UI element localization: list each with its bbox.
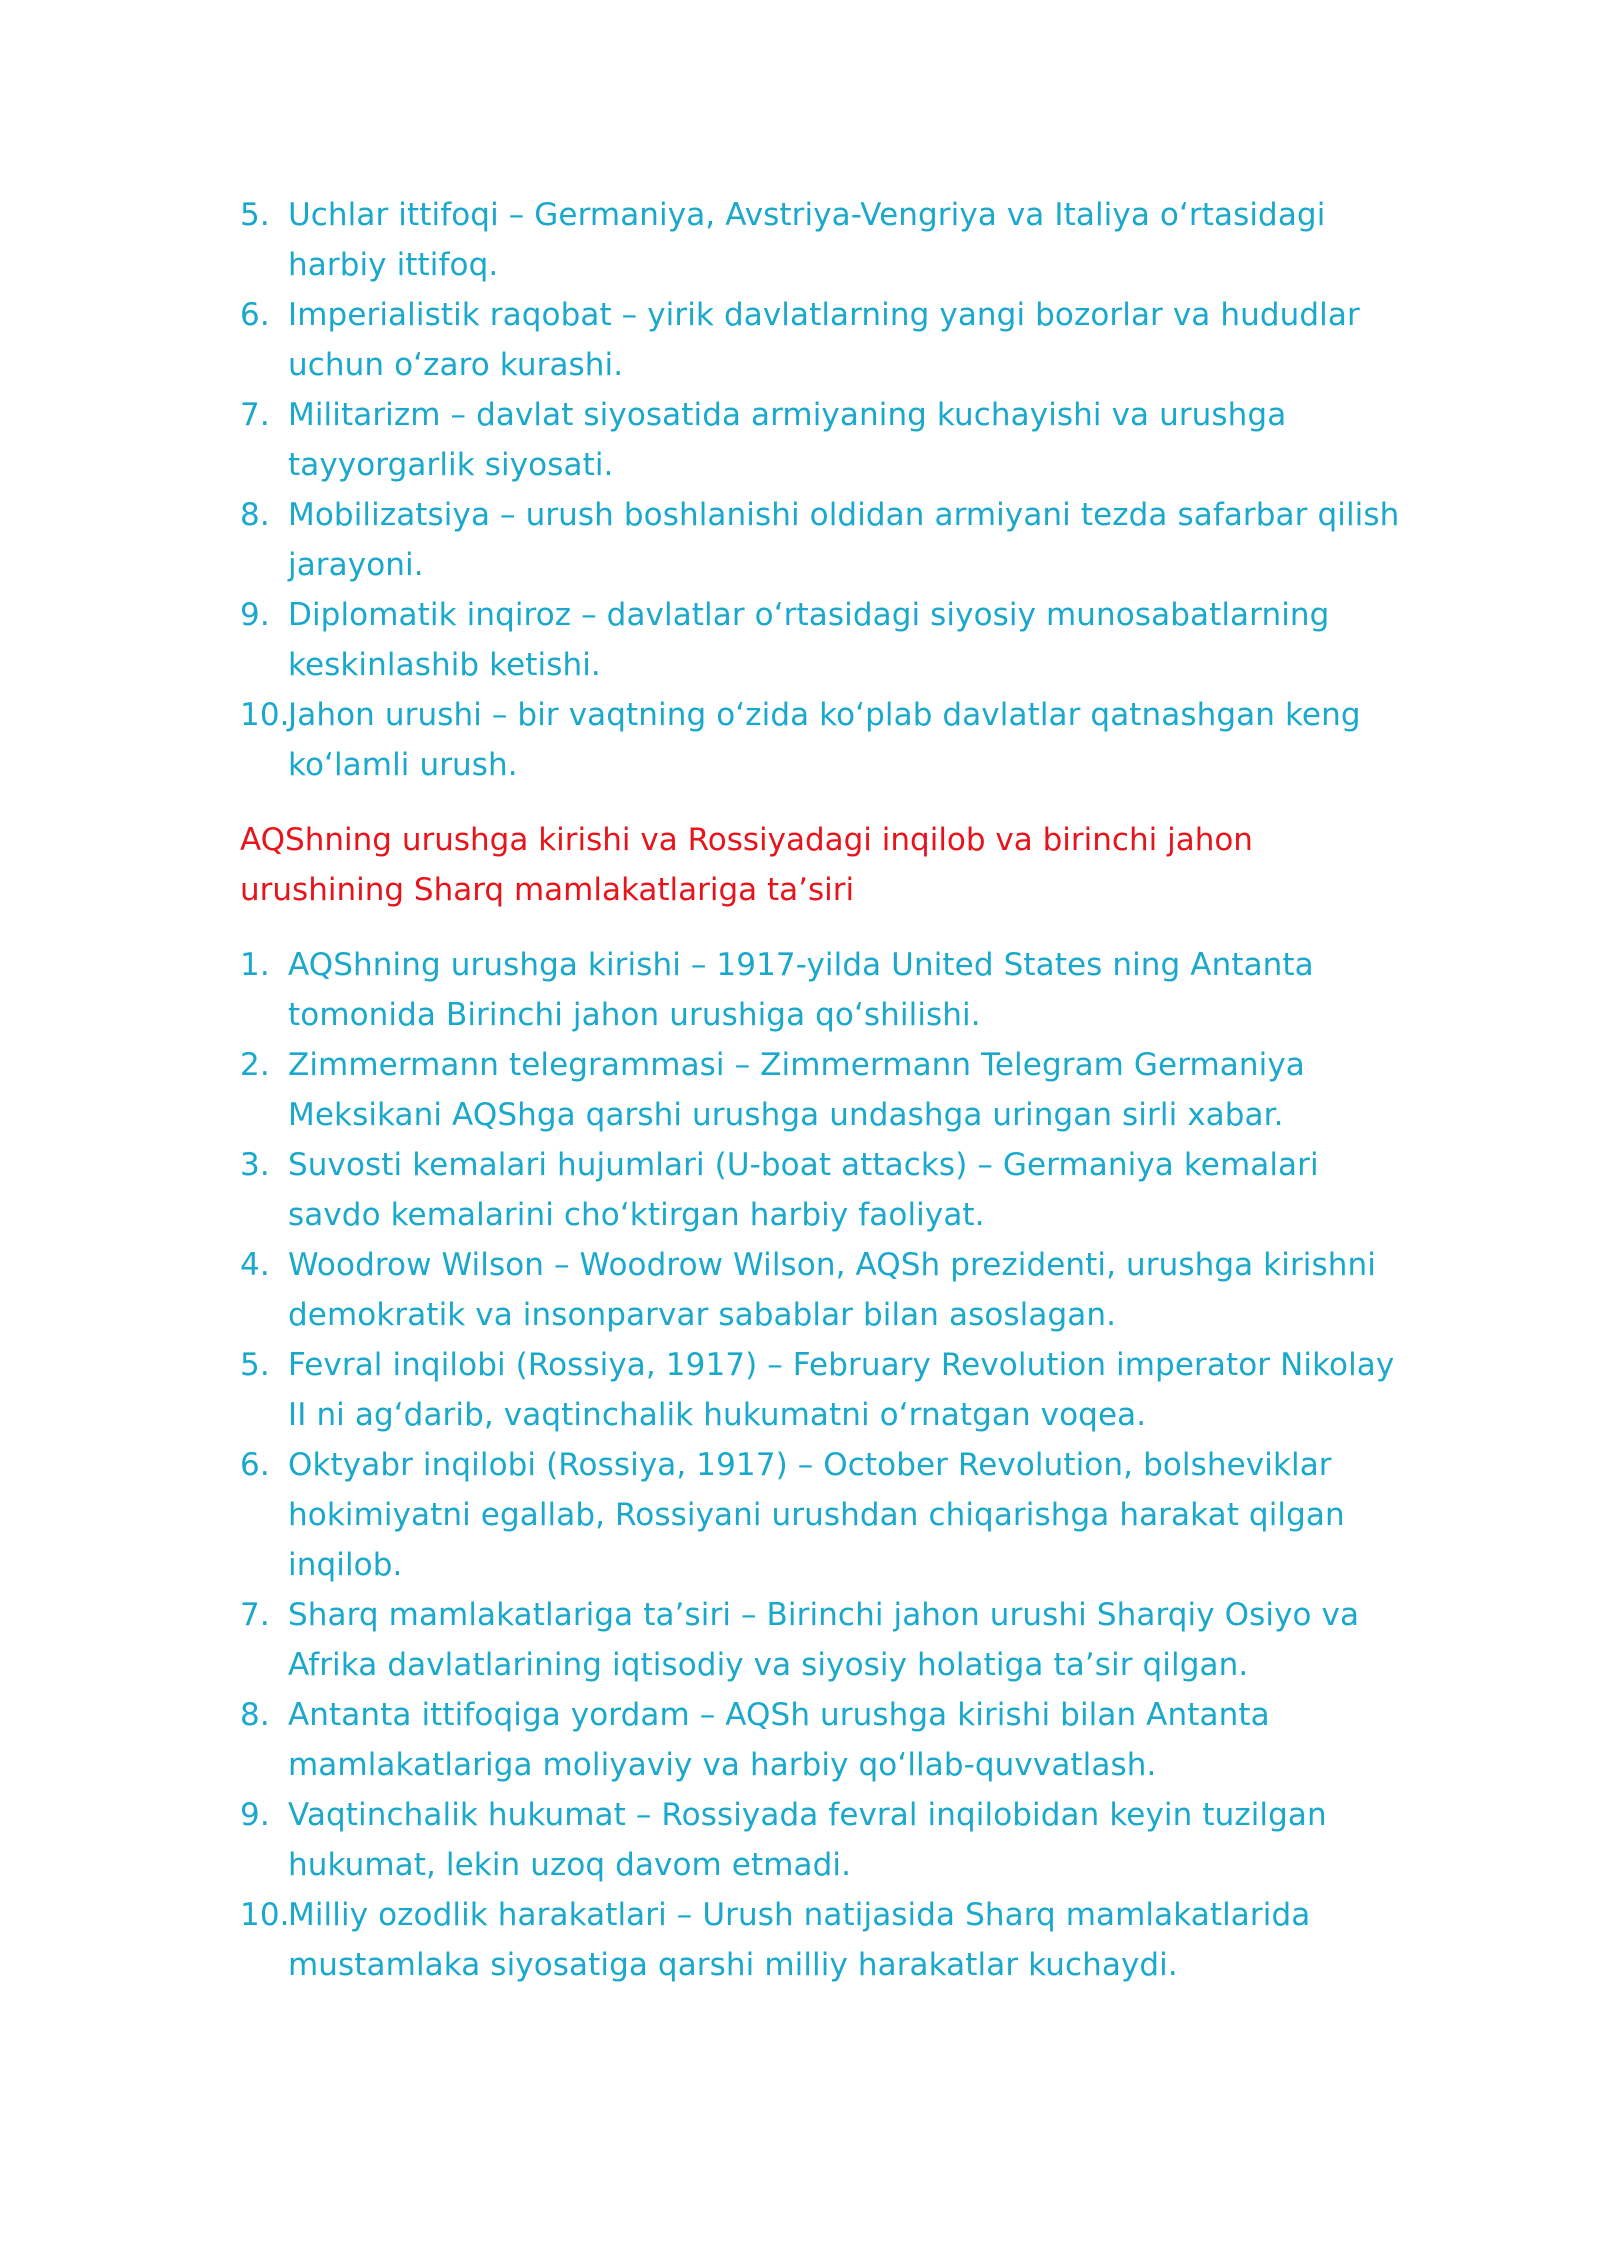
terms-list-2 <box>240 940 1420 1990</box>
item-text: Militarizm – davlat siyosatida armiyaning kuchayishi va urushga tayyorgarlik siyosati. <box>288 397 1287 483</box>
item-text: Uchlar ittifoqi – Germaniya, Avstriya-Vengriya va Italiya o‘rtasidagi harbiy ittifoq. <box>288 197 1326 283</box>
item-text: Imperialistik raqobat – yirik davlatlarning yangi bozorlar va hududlar uchun o‘zaro kurashi. <box>288 297 1360 383</box>
item-number: 8. <box>240 497 270 533</box>
item-number: 8. <box>240 1697 270 1733</box>
item-text: Fevral inqilobi (Rossiya, 1917) – February Revolution imperator Nikolay II ni ag‘darib, vaqtinchalik hukumatni o‘rnatgan voqea. <box>288 1347 1395 1433</box>
item-number: 6. <box>240 297 270 333</box>
terms-list-1 <box>240 190 1420 790</box>
item-text: Milliy ozodlik harakatlari – Urush natijasida Sharq mamlakatlarida mustamlaka siyosatiga qarshi milliy harakatlar kuchaydi. <box>288 1897 1311 1983</box>
list-item <box>240 1040 1420 1140</box>
item-number: 1. <box>240 947 270 983</box>
item-text: Mobilizatsiya – urush boshlanishi oldidan armiyani tezda safarbar qilish jarayoni. <box>288 497 1400 583</box>
item-text: AQShning urushga kirishi – 1917-yilda United States ning Antanta tomonida Birinchi jahon urushiga qo‘shilishi. <box>288 947 1314 1033</box>
item-text: Zimmermann telegrammasi – Zimmermann Telegram Germaniya Meksikani AQShga qarshi urushga undashga uringan sirli xabar. <box>288 1047 1305 1133</box>
item-number: 5. <box>240 1347 270 1383</box>
list-item <box>240 1440 1420 1590</box>
list-item <box>240 190 1420 290</box>
item-text: Oktyabr inqilobi (Rossiya, 1917) – October Revolution, bolsheviklar hokimiyatni egallab, Rossiyani urushdan chiqarishga harakat qilgan inqilob. <box>288 1447 1345 1583</box>
item-text: Antanta ittifoqiga yordam – AQSh urushga kirishi bilan Antanta mamlakatlariga moliyaviy va harbiy qo‘llab-quvvatlash. <box>288 1697 1270 1783</box>
list-item <box>240 1790 1420 1890</box>
item-number: 7. <box>240 1597 270 1633</box>
item-number: 10. <box>240 1897 290 1933</box>
item-number: 4. <box>240 1247 270 1283</box>
item-number: 5. <box>240 197 270 233</box>
list-item <box>240 1240 1420 1340</box>
section-heading: AQShning urushga kirishi va Rossiyadagi inqilob va birinchi jahon urushining Sharq mamlakatlariga ta’siri <box>240 822 1253 908</box>
list-item <box>240 290 1420 390</box>
item-number: 7. <box>240 397 270 433</box>
list-item <box>240 1140 1420 1240</box>
item-number: 3. <box>240 1147 270 1183</box>
list-item <box>240 590 1420 690</box>
item-number: 9. <box>240 1797 270 1833</box>
list-item <box>240 1690 1420 1790</box>
list-item <box>240 390 1420 490</box>
list-item <box>240 1340 1420 1440</box>
list-item <box>240 690 1420 790</box>
item-text: Suvosti kemalari hujumlari (U-boat attacks) – Germaniya kemalari savdo kemalarini cho‘ktirgan harbiy faoliyat. <box>288 1147 1319 1233</box>
item-text: Vaqtinchalik hukumat – Rossiyada fevral inqilobidan keyin tuzilgan hukumat, lekin uzoq davom etmadi. <box>288 1797 1327 1883</box>
item-number: 9. <box>240 597 270 633</box>
list-item <box>240 490 1420 590</box>
list-item <box>240 1590 1420 1690</box>
item-number: 10. <box>240 697 290 733</box>
item-text: Jahon urushi – bir vaqtning o‘zida ko‘plab davlatlar qatnashgan keng ko‘lamli urush. <box>288 697 1361 783</box>
list-item <box>240 1890 1420 1990</box>
item-text: Sharq mamlakatlariga ta’siri – Birinchi jahon urushi Sharqiy Osiyo va Afrika davlatlarining iqtisodiy va siyosiy holatiga ta’sir qilgan. <box>288 1597 1360 1683</box>
list-item <box>240 940 1420 1040</box>
item-text: Diplomatik inqiroz – davlatlar o‘rtasidagi siyosiy munosabatlarning keskinlashib ketishi. <box>288 597 1330 683</box>
item-text: Woodrow Wilson – Woodrow Wilson, AQSh prezidenti, urushga kirishni demokratik va insonparvar sabablar bilan asoslagan. <box>288 1247 1376 1333</box>
item-number: 6. <box>240 1447 270 1483</box>
item-number: 2. <box>240 1047 270 1083</box>
